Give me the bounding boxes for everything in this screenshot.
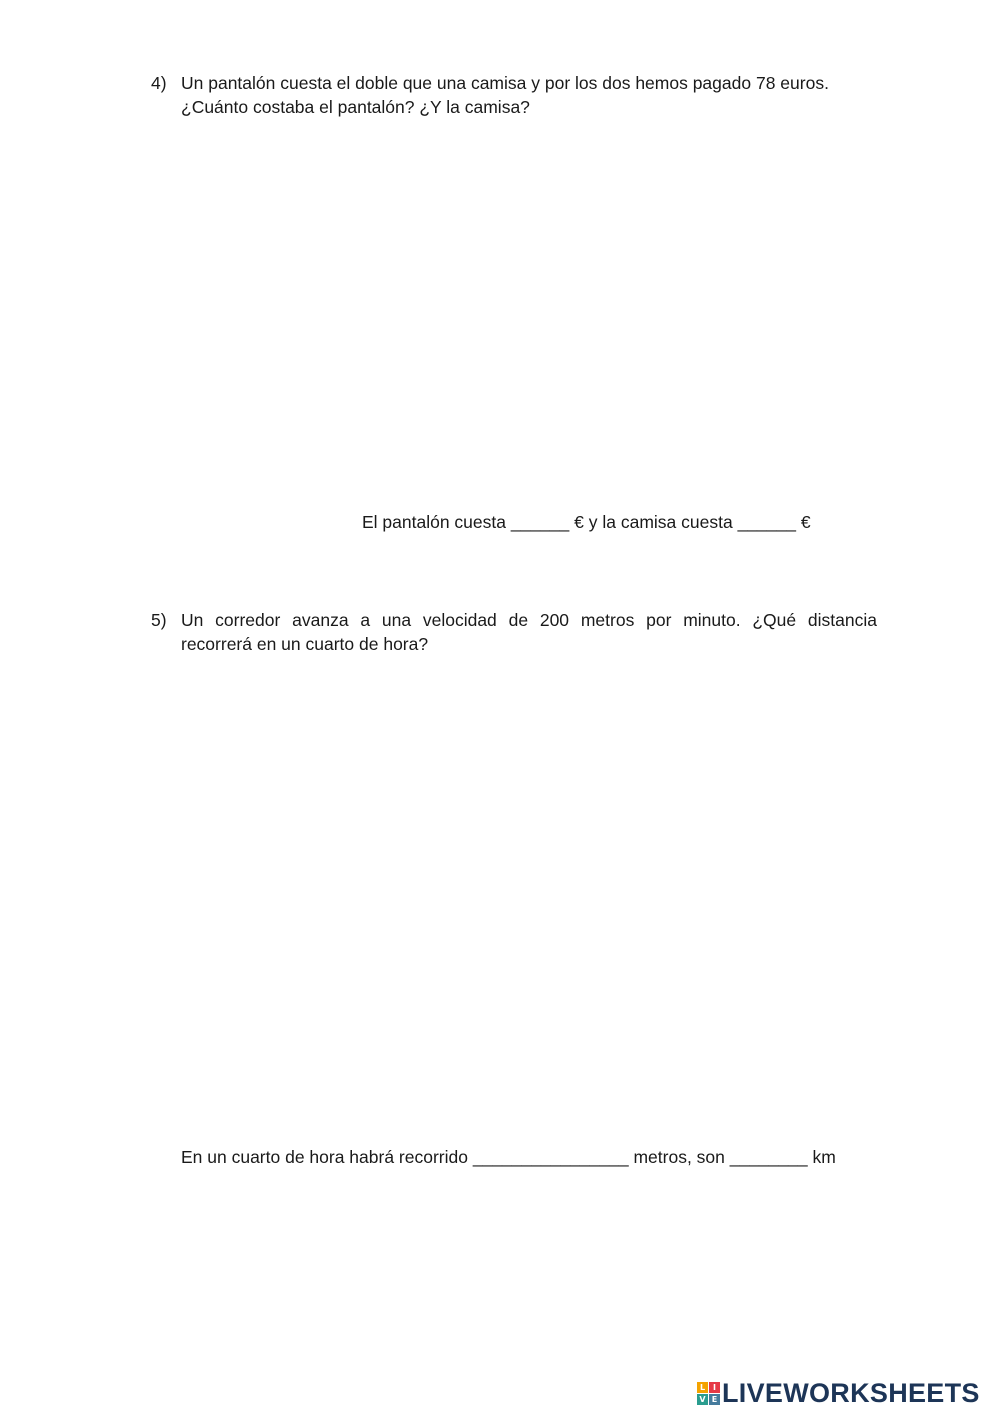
answer-4-pantalon-blank[interactable]: ______: [510, 512, 570, 532]
question-5-answer: [181, 1145, 836, 1169]
question-5-number: 5): [151, 610, 167, 630]
liveworksheets-logo: [697, 1376, 980, 1410]
answer-5-text-middle: metros, son: [633, 1147, 725, 1167]
question-4-line-2: ¿Cuánto costaba el pantalón? ¿Y la camisa?: [181, 97, 530, 117]
question-5-line-2: recorrerá en un cuarto de hora?: [181, 634, 429, 654]
answer-5-text-after: km: [812, 1147, 836, 1167]
question-5-text: [181, 608, 877, 656]
answer-4-text-middle: € y la camisa cuesta: [574, 512, 733, 532]
logo-letter-i: I: [709, 1382, 720, 1393]
logo-letter-v: V: [697, 1394, 708, 1405]
question-4-text: [181, 71, 881, 119]
answer-4-camisa-blank[interactable]: ______: [737, 512, 796, 532]
question-4-answer: [362, 510, 811, 534]
answer-5-text-before: En un cuarto de hora habrá recorrido: [181, 1147, 468, 1167]
answer-4-text-before: El pantalón cuesta: [362, 512, 506, 532]
question-4-line-1: Un pantalón cuesta el doble que una camisa y por los dos hemos pagado 78 euros.: [181, 73, 829, 93]
logo-letter-l: L: [697, 1382, 708, 1393]
liveworksheets-logo-icon: [697, 1382, 720, 1405]
answer-4-text-after: €: [800, 512, 811, 532]
logo-letter-e: E: [709, 1394, 720, 1405]
answer-5-metros-blank[interactable]: ________________: [472, 1147, 629, 1167]
question-5-line-1: Un corredor avanza a una velocidad de 200 metros por minuto. ¿Qué distancia: [181, 610, 877, 630]
answer-5-km-blank[interactable]: ________: [729, 1147, 808, 1167]
question-4-number: 4): [151, 73, 167, 93]
liveworksheets-logo-text: LIVEWORKSHEETS: [722, 1378, 980, 1408]
